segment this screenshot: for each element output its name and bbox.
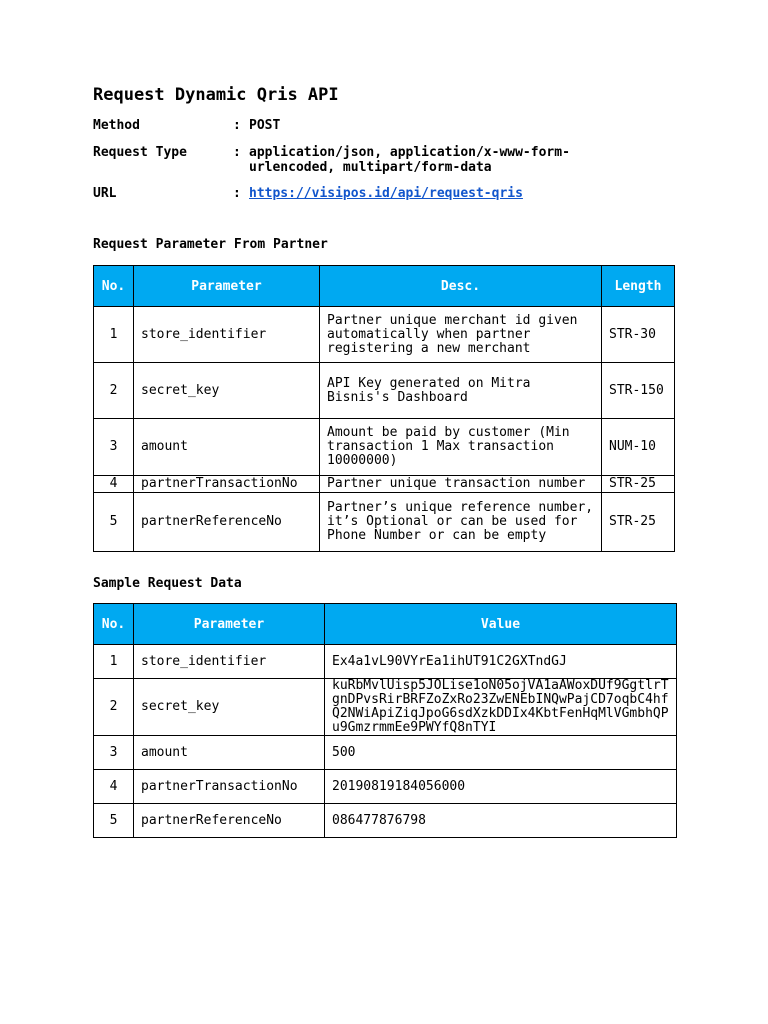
table-row <box>94 804 677 838</box>
header-no: No. <box>94 604 134 645</box>
row-no: 4 <box>94 770 134 804</box>
row-value: 20190819184056000 <box>325 770 677 804</box>
header-parameter: Parameter <box>134 604 325 645</box>
row-parameter: partnerTransactionNo <box>134 770 325 804</box>
sample-table <box>93 603 677 838</box>
row-value: Ex4a1vL90VYrEa1ihUT91C2GXTndGJ <box>325 645 677 679</box>
request-type-colon: : <box>233 145 241 160</box>
page-title: Request Dynamic Qris API <box>93 85 339 105</box>
row-no: 3 <box>94 736 134 770</box>
table-row <box>94 363 675 419</box>
header-value: Value <box>325 604 677 645</box>
header-desc: Desc. <box>320 266 602 307</box>
row-length: STR-150 <box>602 363 675 419</box>
row-no: 2 <box>94 679 134 736</box>
row-parameter: partnerReferenceNo <box>134 804 325 838</box>
request-type-value: application/json, application/x-www-form-urlencoded, multipart/form-data <box>249 145 570 175</box>
row-desc: Partner unique merchant id given automatically when partner registering a new merchant <box>320 307 602 363</box>
row-no: 1 <box>94 645 134 679</box>
row-parameter: partnerTransactionNo <box>134 476 320 493</box>
header-parameter: Parameter <box>134 266 320 307</box>
table-row <box>94 645 677 679</box>
url-label: URL <box>93 186 117 201</box>
param-table-header <box>94 266 675 307</box>
sample-section-title: Sample Request Data <box>93 576 242 591</box>
table-row <box>94 419 675 476</box>
row-parameter: secret_key <box>134 363 320 419</box>
sample-table-header <box>94 604 677 645</box>
row-parameter: store_identifier <box>134 307 320 363</box>
row-no: 4 <box>94 476 134 493</box>
row-length: STR-25 <box>602 493 675 552</box>
row-no: 2 <box>94 363 134 419</box>
row-value: kuRbMvlUisp5JOLise1oN05ojVA1aAWoxDUf9GgtlrTgnDPvsRirBRFZoZxRo23ZwENEbINQwPajCD7oqbC4hfQ2NWiApiZiqJpoG6sdXzkDDIx4KbtFenHqMlVGmbhQPu9GmzrmmEe9PWYfQ8nTYI <box>325 679 677 736</box>
api-url-link[interactable]: https://visipos.id/api/request-qris <box>249 186 523 201</box>
table-row <box>94 493 675 552</box>
table-row <box>94 476 675 493</box>
table-row <box>94 770 677 804</box>
method-value: POST <box>249 118 281 133</box>
row-parameter: partnerReferenceNo <box>134 493 320 552</box>
table-row <box>94 736 677 770</box>
url-colon: : <box>233 186 241 201</box>
table-row <box>94 307 675 363</box>
row-desc: Partner unique transaction number <box>320 476 602 493</box>
row-parameter: amount <box>134 736 325 770</box>
row-desc: API Key generated on Mitra Bisnis's Dashboard <box>320 363 602 419</box>
method-label: Method <box>93 118 140 133</box>
row-length: STR-25 <box>602 476 675 493</box>
method-colon: : <box>233 118 241 133</box>
row-desc: Amount be paid by customer (Min transaction 1 Max transaction 10000000) <box>320 419 602 476</box>
request-type-label: Request Type <box>93 145 187 160</box>
row-no: 5 <box>94 804 134 838</box>
row-no: 1 <box>94 307 134 363</box>
row-parameter: store_identifier <box>134 645 325 679</box>
header-length: Length <box>602 266 675 307</box>
param-table <box>93 265 675 552</box>
row-no: 3 <box>94 419 134 476</box>
row-parameter: amount <box>134 419 320 476</box>
row-no: 5 <box>94 493 134 552</box>
table-row <box>94 679 677 736</box>
row-length: STR-30 <box>602 307 675 363</box>
row-desc: Partner’s unique reference number, it’s Optional or can be used for Phone Number or can be empty <box>320 493 602 552</box>
row-length: NUM-10 <box>602 419 675 476</box>
row-parameter: secret_key <box>134 679 325 736</box>
header-no: No. <box>94 266 134 307</box>
row-value: 086477876798 <box>325 804 677 838</box>
row-value: 500 <box>325 736 677 770</box>
param-section-title: Request Parameter From Partner <box>93 237 328 252</box>
